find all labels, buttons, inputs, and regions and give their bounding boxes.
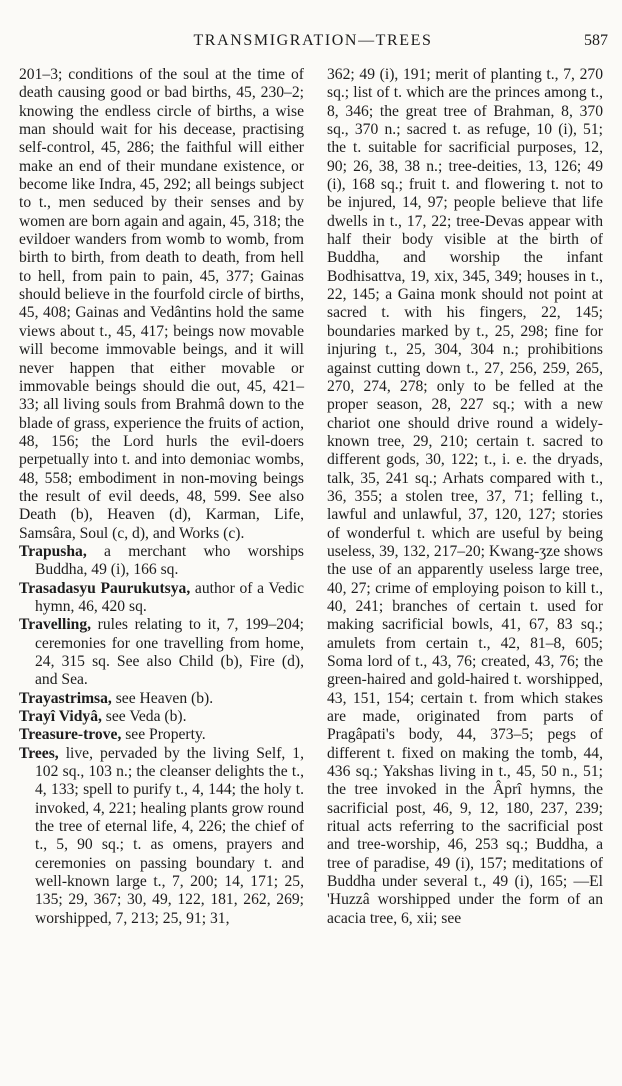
entry-text: author of a Vedic hymn, 46, 420 sq. [35, 579, 304, 615]
entry-trapusha [19, 543, 304, 580]
trees-continuation: 362; 49 (i), 191; merit of planting t., 7, 270 sq.; list of t. which are the princes among t., 8, 346; the great tree of Brahman, 8, 370 sq., 370 n.; sacred t. as refuge, 10 (i), 51; the t. suitable for sacrificial purposes, 12, 90; 26, 38, 38 n.; tree-deities, 13, 126; 49 (i), 168 sq.; fruit t. and flowering t. not to be injured, 14, 97; people believe that life dwells in t., 17, 22; tree-Devas appear with half their body visible at the birth of Buddha, and worship the infant Bodhisattva, 19, xix, 345, 349; houses in t., 22, 145; a Gaina monk should not point at sacred t. with his fingers, 22, 145; boundaries marked by t., 25, 298; fine for injuring t., 25, 304, 304 n.; prohibitions against cutting down t., 27, 256, 259, 265, 270, 274, 278; only to be felled at the proper season, 28, 227 sq.; with a new chariot one should drive round a widely-known tree, 29, 210; certain t. sacred to different gods, 30, 122; t., i. e. the dryads, talk, 35, 241 sq.; Arhats compared with t., 36, 355; a stolen tree, 37, 71; felling t., lawful and unlawful, 37, 120, 127; stories of wonderful t. which are useful by being useless, 39, 132, 217–20; Kwang-ʒze shows the use of an apparently useless large tree, 40, 27; crime of employing poison to kill t., 40, 241; branches of certain t. used for making sacrificial bowls, 41, 67, 83 sq.; amulets from certain t., 42, 81–8, 605; Soma lord of t., 43, 76; created, 43, 76; the green-haired and gold-haired t. worshipped, 43, 151, 154; certain t. from which stakes are made, originated from parts of Pragâpati's body, 44, 373–5; pegs of different t. fixed on making the tomb, 44, 436 sq.; Yakshas living in t., 45, 50 n., 51; the tree invoked in the Âprî hymns, the sacrificial post, 46, 9, 12, 180, 237, 239; ritual acts referring to the sacrificial post and tree-worship, 46, 253 sq.; Buddha, a tree of paradise, 49 (i), 157; meditations of Buddha under several t., 49 (i), 165; —El 'Huzzâ worshipped under the form of an acacia tree, 6, xii; see [327, 66, 603, 927]
entry-text: see Heaven (b). [111, 689, 214, 707]
left-column [19, 66, 304, 928]
entry-travelling [19, 616, 304, 689]
right-column [327, 66, 603, 928]
entry-text: see Property. [121, 726, 206, 744]
transmigration-continuation: 201–3; conditions of the soul at the time of death causing good or bad births, 45, 230–2; knowing the endless circle of births, a wise man should wait for his decease, practising self-control, 45, 286; the faithful will either make an end of their mundane existence, or become like Indra, 45, 292; all beings subject to t., men seduced by their senses and by women are born again and again, 45, 318; the evildoer wanders from womb to womb, from birth to birth, from death to death, from hell to hell, from pain to pain, 45, 377; Gainas should believe in the fourfold circle of births, 45, 408; Gainas and Vedântins hold the same views about t., 45, 417; beings now movable will become immovable beings, and it will never happen that either movable or immovable beings should die out, 45, 421–33; all living souls from Brahmâ down to the blade of grass, experience the fruits of action, 48, 156; the Lord hurls the evil-doers perpetually into t. and into demoniac wombs, 48, 558; embodiment in non-moving beings the result of evil deeds, 48, 599. See also Death (b), Heaven (d), Karman, Life, Samsâra, Soul (c, d), and Works (c). [19, 66, 304, 542]
entry-headword: Trayastrimsa, [19, 689, 112, 707]
entry-trees [19, 745, 304, 928]
entry-text: live, pervaded by the living Self, 1, 102 sq., 103 n.; the cleanser delights the t., 4, 133; spell to purify t., 4, 144; the holy t. invoked, 4, 221; healing plants grow round the tree of eternal life, 4, 226; the chief of t., 5, 90 sq.; t. as omens, prayers and ceremonies on passing boundary t. and well-known large t., 7, 200; 14, 171; 25, 135; 29, 367; 30, 49, 122, 181, 262, 269; worshipped, 7, 213; 25, 91; 31, [35, 744, 304, 927]
entry-trayi-vidya [19, 708, 304, 726]
entry-trayastrimsa [19, 690, 304, 708]
entry-headword: Trapusha, [19, 542, 87, 560]
entry-headword: Trayî Vidyâ, [19, 708, 102, 726]
page-header [18, 30, 608, 56]
entry-text: a merchant who worships Buddha, 49 (i), 166 sq. [35, 542, 304, 579]
entry-headword: Trees, [19, 744, 59, 762]
entry-treasure-trove [19, 726, 304, 744]
entry-headword: Trasadasyu Paurukutsya, [19, 579, 191, 597]
entry-text: rules relating to it, 7, 199–204; ceremonies for one travelling from home, 24, 315 sq. See also Child (b), Fire (d), and Sea. [35, 616, 304, 689]
page-number: 587 [584, 32, 608, 49]
running-head: TRANSMIGRATION—TREES [193, 32, 433, 49]
entry-text: see Veda (b). [101, 708, 187, 726]
entry-headword: Treasure-trove, [19, 726, 122, 744]
entry-trasadasyu [19, 580, 304, 617]
entry-headword: Travelling, [19, 616, 92, 634]
